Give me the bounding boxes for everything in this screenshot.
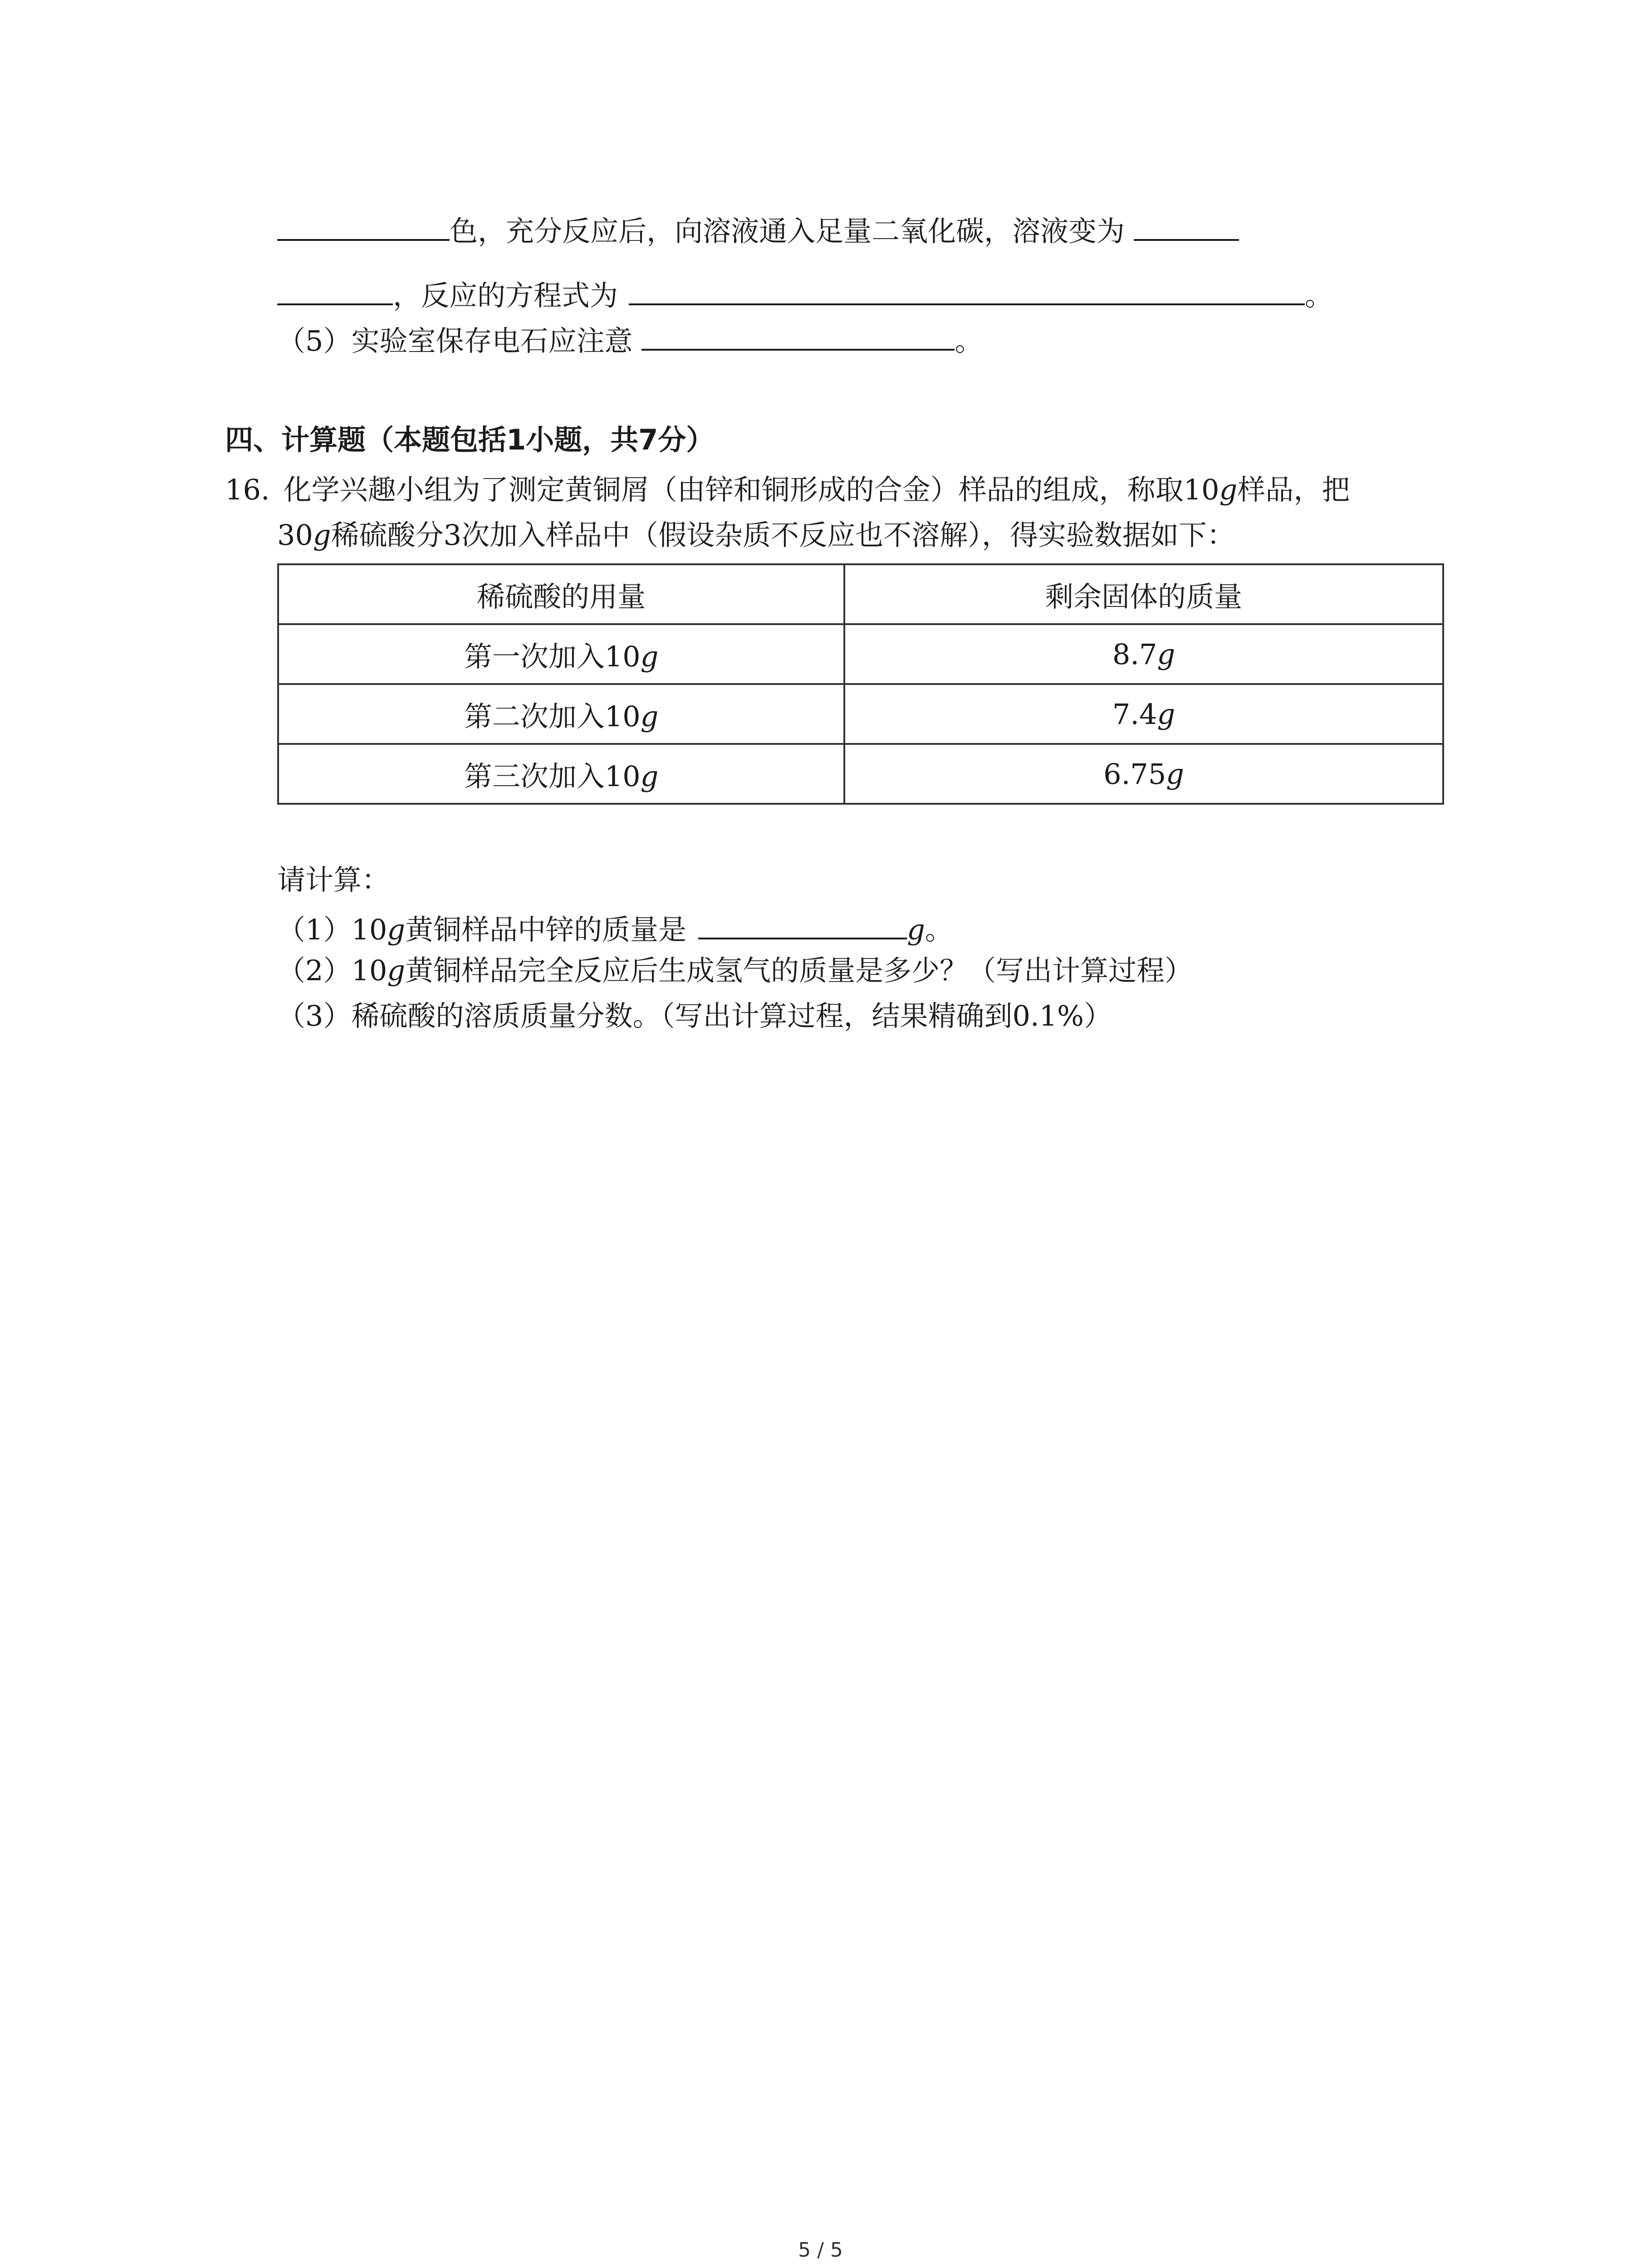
q15-line-2-text: ，反应的方程式为	[393, 279, 618, 312]
q15-line-1	[277, 213, 1239, 249]
q15-line-1-text: 色，充分反应后，向溶液通入足量二氧化碳，溶液变为	[450, 215, 1125, 248]
table-cell: 第三次加入10g	[278, 744, 844, 804]
table-cell: 7.4g	[844, 684, 1443, 744]
table-row	[278, 624, 1443, 684]
q16-stem-line-1: 16. 化学兴趣小组为了测定黄铜屑（由锌和铜形成的合金）样品的组成，称取10g样品，把	[225, 473, 1350, 506]
answer-blank[interactable]	[277, 214, 450, 241]
table-cell: 第二次加入10g	[278, 684, 844, 744]
table-header-row	[278, 564, 1443, 624]
calc-prompt: 请计算：	[277, 863, 390, 896]
question-number: 16.	[225, 473, 270, 506]
answer-blank[interactable]	[698, 912, 907, 939]
table-row	[278, 684, 1443, 744]
table-row	[278, 744, 1443, 804]
section-heading: 四、计算题（本题包括1小题，共7分）	[225, 423, 715, 456]
equation-blank[interactable]	[629, 278, 1305, 305]
answer-blank[interactable]	[1134, 214, 1239, 241]
q15-line-2: ，反应的方程式为 。	[277, 278, 1333, 314]
page-number: 5 / 5	[798, 2239, 843, 2262]
answer-blank[interactable]	[277, 278, 393, 305]
q16-sub-1: （1）10g黄铜样品中锌的质量是 g。	[277, 913, 953, 946]
q16-sub-2: （2）10g黄铜样品完全反应后生成氢气的质量是多少？（写出计算过程）	[277, 954, 1193, 987]
table-cell: 8.7g	[844, 624, 1443, 684]
experiment-data-table	[277, 563, 1444, 805]
q15-item-5: （5）实验室保存电石应注意 。	[277, 324, 983, 357]
q16-sub-3: （3）稀硫酸的溶质质量分数。（写出计算过程，结果精确到0.1%）	[277, 999, 1112, 1032]
table-cell: 第一次加入10g	[278, 624, 844, 684]
table-header: 稀硫酸的用量	[278, 564, 844, 624]
table-header: 剩余固体的质量	[844, 564, 1443, 624]
q16-stem-line-2: 30g稀硫酸分3次加入样品中（假设杂质不反应也不溶解），得实验数据如下：	[277, 518, 1235, 552]
q15-item-5-label: （5）实验室保存电石应注意	[277, 324, 633, 357]
answer-blank[interactable]	[642, 323, 955, 351]
table-cell: 6.75g	[844, 744, 1443, 804]
